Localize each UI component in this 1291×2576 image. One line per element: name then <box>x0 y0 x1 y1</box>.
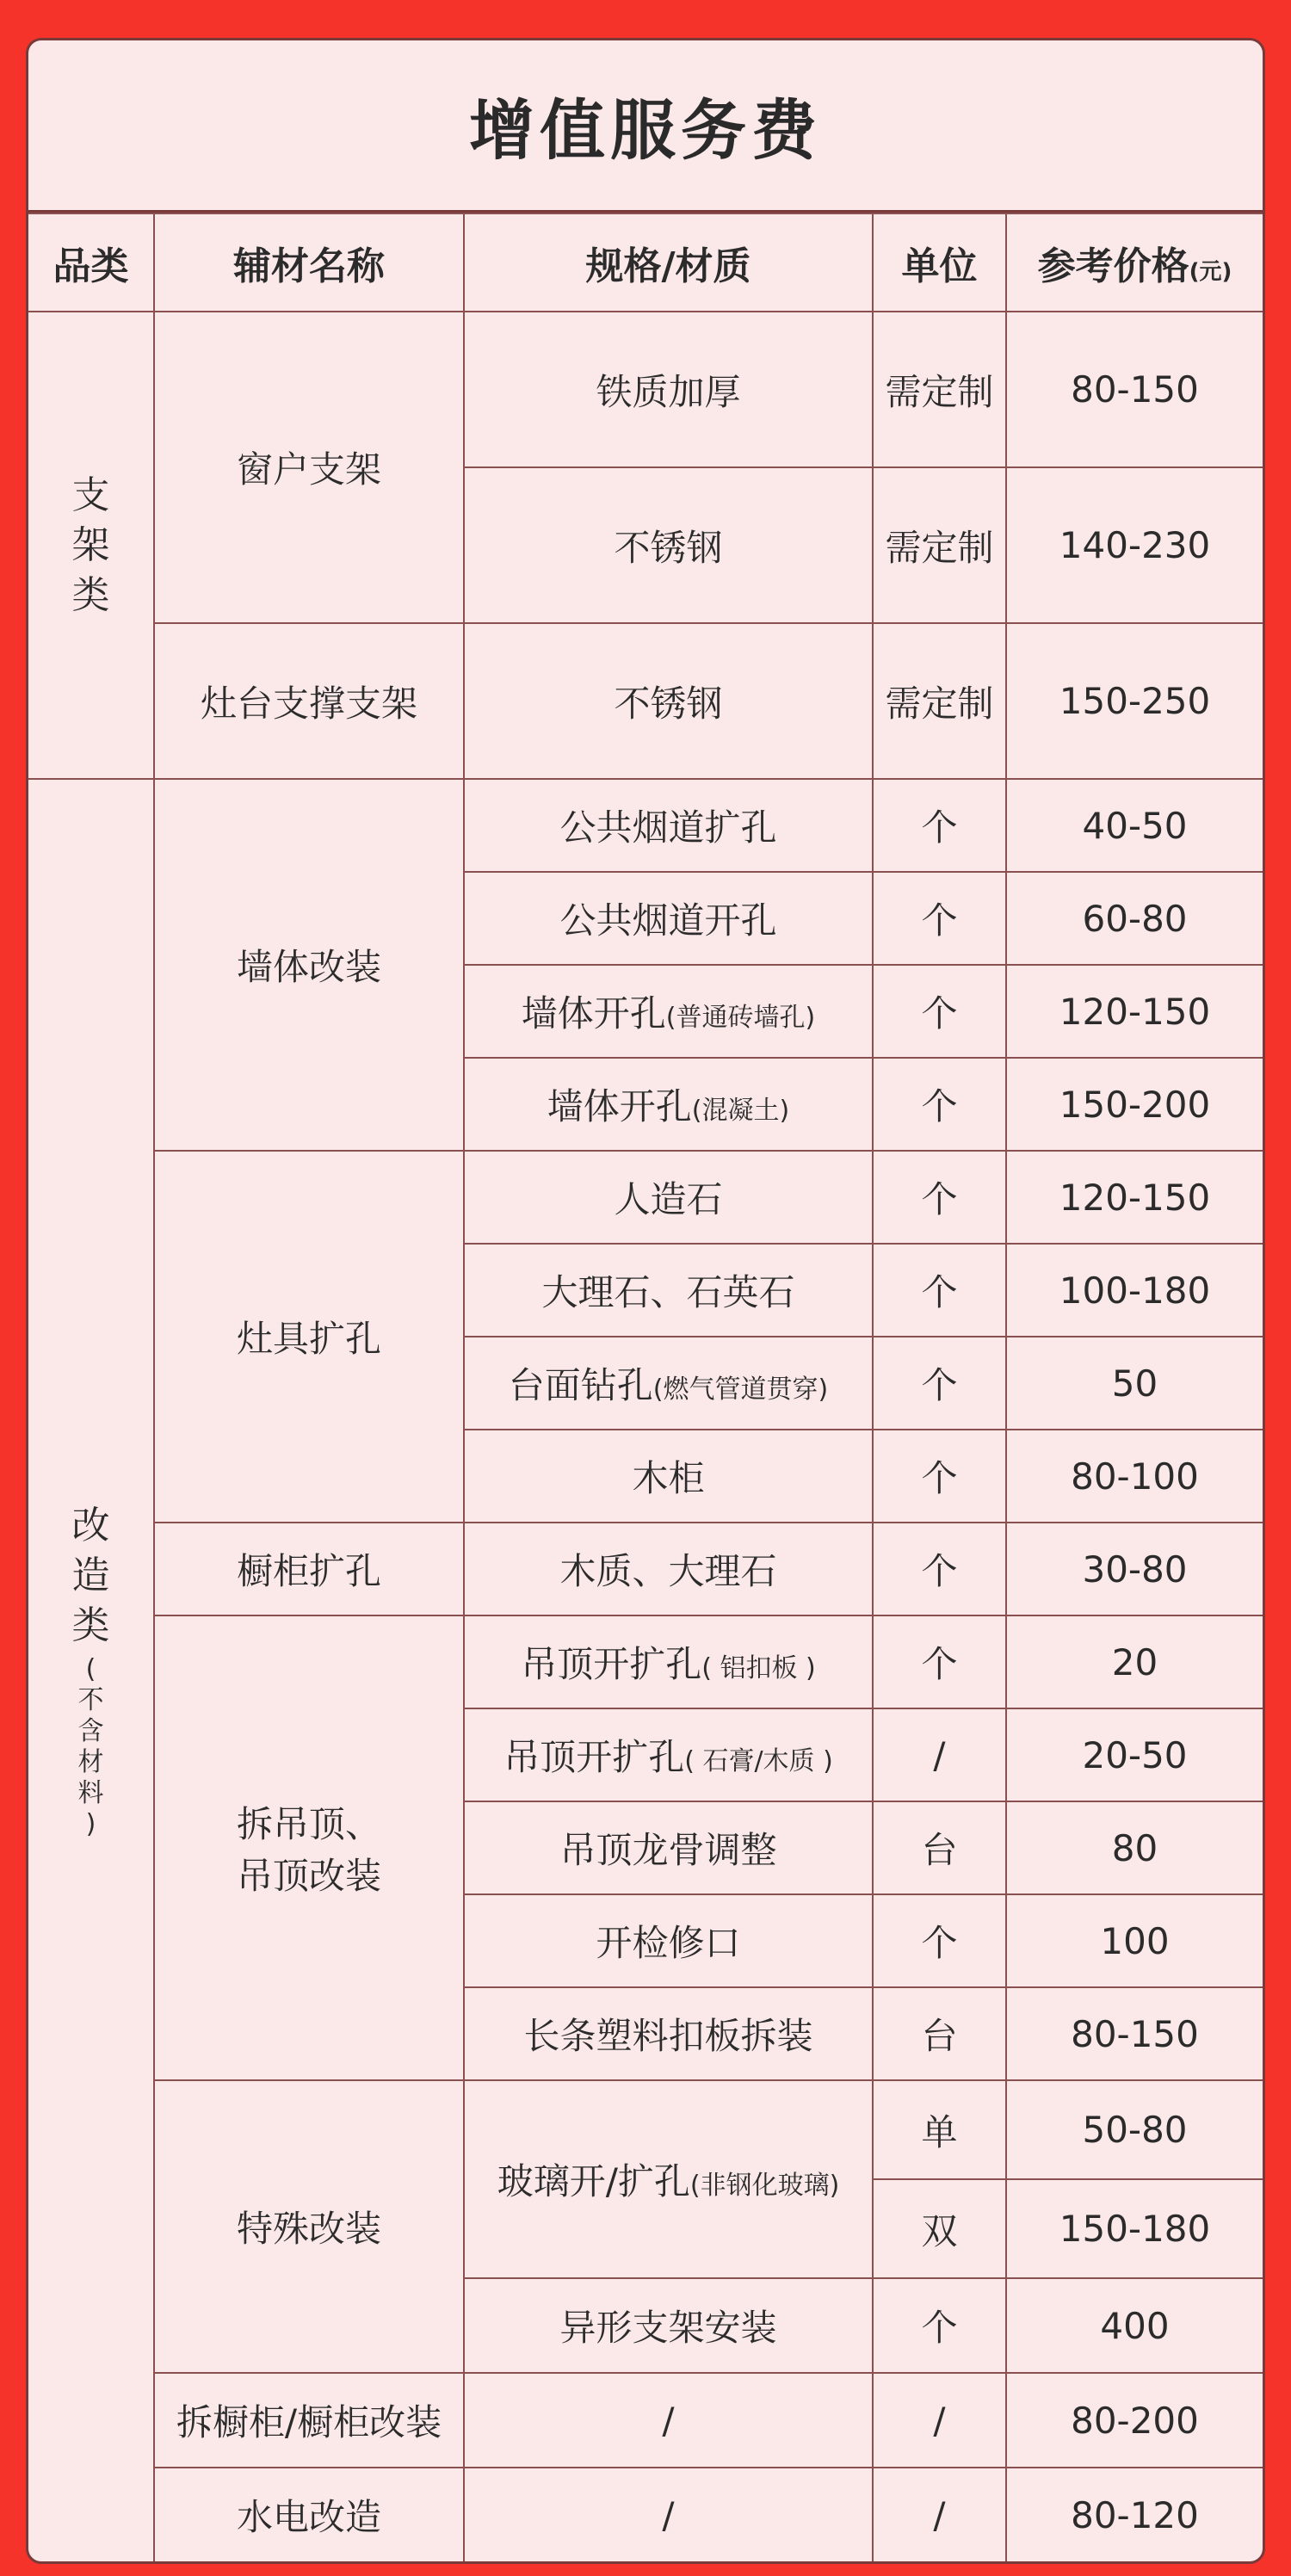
item-price: 80-200 <box>1006 2373 1263 2468</box>
spec-text: 吊顶开扩孔 <box>521 1643 702 1685</box>
item-name: 灶具扩孔 <box>154 1151 464 1523</box>
item-price: 50 <box>1006 1337 1263 1430</box>
category-char: 改 <box>71 1504 110 1547</box>
item-unit: 个 <box>873 1894 1006 1987</box>
item-name: 拆橱柜/橱柜改装 <box>154 2373 464 2468</box>
spec-text: 墙体开孔 <box>521 992 666 1035</box>
item-price: 80-100 <box>1006 1430 1263 1523</box>
item-spec: 异形支架安装 <box>464 2278 873 2373</box>
item-unit: 单 <box>873 2080 1006 2179</box>
item-name <box>154 1615 464 2080</box>
item-unit: / <box>873 1708 1006 1801</box>
category-modify <box>28 779 154 2562</box>
item-spec: 公共烟道扩孔 <box>464 779 873 872</box>
item-price: 80-120 <box>1006 2468 1263 2562</box>
table-row <box>28 312 1263 467</box>
name-line: 吊顶改装 <box>236 1855 381 1897</box>
item-unit: / <box>873 2373 1006 2468</box>
item-spec: 公共烟道开孔 <box>464 872 873 965</box>
item-unit: 需定制 <box>873 467 1006 623</box>
header-category: 品类 <box>28 213 154 312</box>
item-price: 140-230 <box>1006 467 1263 623</box>
note-char: 含 <box>77 1716 104 1746</box>
category-char: 架 <box>71 522 110 567</box>
item-spec: / <box>464 2373 873 2468</box>
table-row <box>28 1523 1263 1615</box>
item-spec <box>464 1708 873 1801</box>
category-char: 类 <box>71 572 110 617</box>
item-unit: 个 <box>873 1244 1006 1337</box>
spec-text: 台面钻孔 <box>508 1364 653 1406</box>
header-price-unit: (元) <box>1189 259 1232 285</box>
item-price: 40-50 <box>1006 779 1263 872</box>
category-char: 造 <box>71 1554 110 1597</box>
item-unit: 个 <box>873 872 1006 965</box>
item-price: 20-50 <box>1006 1708 1263 1801</box>
item-spec: 长条塑料扣板拆装 <box>464 1987 873 2080</box>
header-spec: 规格/材质 <box>464 213 873 312</box>
note-char: ) <box>85 1809 96 1839</box>
item-spec <box>464 1337 873 1430</box>
category-char: 类 <box>71 1603 110 1647</box>
spec-text: 玻璃开/扩孔 <box>497 2160 690 2202</box>
item-name: 窗户支架 <box>154 312 464 623</box>
item-price: 80 <box>1006 1801 1263 1894</box>
item-spec: 人造石 <box>464 1151 873 1244</box>
item-spec: / <box>464 2468 873 2562</box>
header-unit: 单位 <box>873 213 1006 312</box>
item-spec: 开检修口 <box>464 1894 873 1987</box>
item-spec <box>464 1615 873 1708</box>
table-row <box>28 1615 1263 1708</box>
item-unit: 个 <box>873 965 1006 1058</box>
item-price: 80-150 <box>1006 312 1263 467</box>
item-price: 100 <box>1006 1894 1263 1987</box>
item-spec: 木柜 <box>464 1430 873 1523</box>
spec-note: (非钢化玻璃) <box>689 2171 840 2201</box>
header-price-label: 参考价格 <box>1037 244 1189 288</box>
item-unit: 需定制 <box>873 623 1006 779</box>
item-spec: 木质、大理石 <box>464 1523 873 1615</box>
table-header-row <box>28 213 1263 312</box>
item-price: 150-200 <box>1006 1058 1263 1151</box>
item-spec <box>464 1058 873 1151</box>
item-price: 80-150 <box>1006 1987 1263 2080</box>
item-unit: / <box>873 2468 1006 2562</box>
item-unit: 个 <box>873 1151 1006 1244</box>
item-unit: 台 <box>873 1801 1006 1894</box>
spec-note: (普通砖墙孔) <box>665 1003 816 1033</box>
note-char: 料 <box>77 1778 104 1808</box>
spec-note: ( 铝扣板 ) <box>701 1653 816 1683</box>
category-char: 支 <box>71 473 110 517</box>
item-unit: 双 <box>873 2179 1006 2278</box>
item-unit: 个 <box>873 1430 1006 1523</box>
item-price: 400 <box>1006 2278 1263 2373</box>
page-title: 增值服务费 <box>28 40 1263 213</box>
item-spec <box>464 2080 873 2278</box>
item-spec: 不锈钢 <box>464 623 873 779</box>
item-price: 60-80 <box>1006 872 1263 965</box>
item-unit: 个 <box>873 779 1006 872</box>
note-char: ( <box>85 1654 96 1684</box>
note-char: 不 <box>77 1685 104 1715</box>
table-row <box>28 2080 1263 2179</box>
item-price: 150-180 <box>1006 2179 1263 2278</box>
item-spec: 铁质加厚 <box>464 312 873 467</box>
table-row <box>28 623 1263 779</box>
item-spec: 大理石、石英石 <box>464 1244 873 1337</box>
item-name: 墙体改装 <box>154 779 464 1151</box>
item-name: 水电改造 <box>154 2468 464 2562</box>
spec-text: 吊顶开扩孔 <box>503 1736 685 1778</box>
item-unit: 个 <box>873 1523 1006 1615</box>
item-price: 100-180 <box>1006 1244 1263 1337</box>
spec-note: ( 石膏/木质 ) <box>684 1746 833 1776</box>
note-char: 材 <box>77 1747 104 1777</box>
category-bracket <box>28 312 154 779</box>
header-price <box>1006 213 1263 312</box>
item-unit: 个 <box>873 1058 1006 1151</box>
item-price: 120-150 <box>1006 965 1263 1058</box>
item-unit: 个 <box>873 1615 1006 1708</box>
item-unit: 个 <box>873 2278 1006 2373</box>
item-price: 120-150 <box>1006 1151 1263 1244</box>
table-row <box>28 1151 1263 1244</box>
item-name: 橱柜扩孔 <box>154 1523 464 1615</box>
spec-note: (混凝土) <box>691 1096 790 1126</box>
item-spec <box>464 965 873 1058</box>
item-unit: 个 <box>873 1337 1006 1430</box>
price-table <box>28 213 1263 2563</box>
name-line: 拆吊顶、 <box>236 1803 381 1845</box>
header-name: 辅材名称 <box>154 213 464 312</box>
item-price: 150-250 <box>1006 623 1263 779</box>
item-unit: 台 <box>873 1987 1006 2080</box>
item-price: 20 <box>1006 1615 1263 1708</box>
item-price: 30-80 <box>1006 1523 1263 1615</box>
item-spec: 吊顶龙骨调整 <box>464 1801 873 1894</box>
item-spec: 不锈钢 <box>464 467 873 623</box>
spec-note: (燃气管道贯穿) <box>652 1374 829 1405</box>
item-name: 灶台支撑支架 <box>154 623 464 779</box>
table-row <box>28 2373 1263 2468</box>
spec-text: 墙体开孔 <box>547 1085 692 1127</box>
item-unit: 需定制 <box>873 312 1006 467</box>
price-card <box>26 38 1265 2564</box>
table-row <box>28 779 1263 872</box>
category-note <box>28 1654 153 1840</box>
table-row <box>28 2468 1263 2562</box>
item-price: 50-80 <box>1006 2080 1263 2179</box>
item-name: 特殊改装 <box>154 2080 464 2373</box>
